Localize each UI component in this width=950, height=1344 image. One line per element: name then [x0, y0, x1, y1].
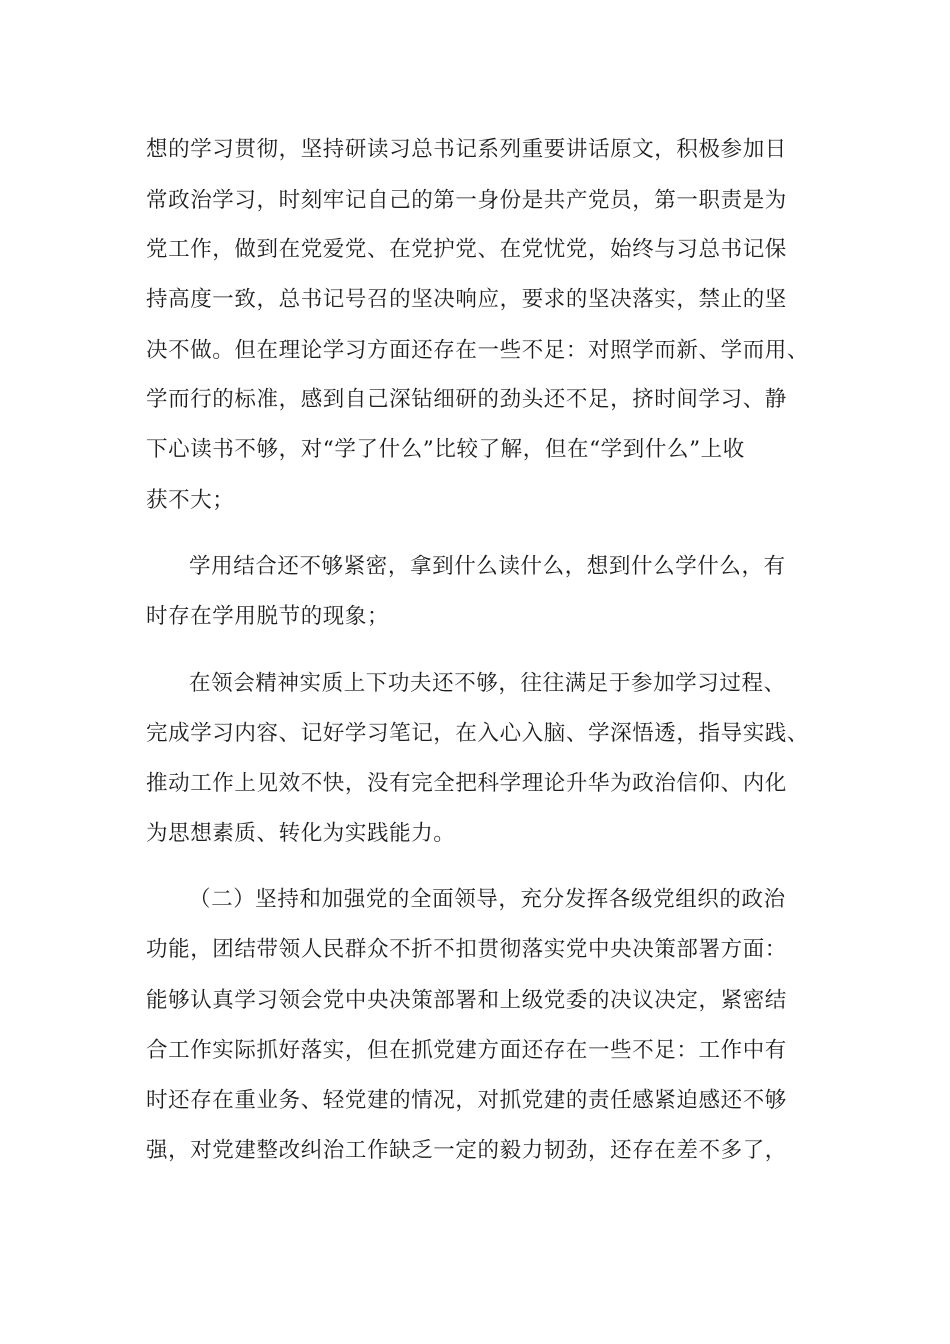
p4-line-1: （二）坚持和加强党的全面领导，充分发挥各级党组织的政治 — [189, 887, 786, 912]
p3-line-3: 推动工作上见效不快，没有完全把科学理论升华为政治信仰、内化 — [146, 771, 787, 796]
p1-line-1: 想的学习贯彻，坚持研读习总书记系列重要讲话原文，积极参加日 — [146, 137, 787, 162]
p4-line-3: 能够认真学习领会党中央决策部署和上级党委的决议决定，紧密结 — [146, 988, 787, 1013]
p1-line-5: 决不做。但在理论学习方面还存在一些不足：对照学而新、学而用、 — [146, 338, 810, 363]
p4-line-4: 合工作实际抓好落实，但在抓党建方面还存在一些不足：工作中有 — [146, 1038, 787, 1063]
p1-line-7: 下心读书不够，对“学了什么”比较了解，但在“学到什么”上收 — [146, 437, 745, 462]
p3-line-1: 在领会精神实质上下功夫还不够，往往满足于参加学习过程、 — [189, 671, 786, 696]
p1-line-3: 党工作，做到在党爱党、在党护党、在党忧党，始终与习总书记保 — [146, 237, 787, 262]
p4-line-2: 功能，团结带领人民群众不折不扣贯彻落实党中央决策部署方面： — [146, 937, 787, 962]
p3-line-4: 为思想素质、转化为实践能力。 — [146, 821, 456, 846]
p3-line-2: 完成学习内容、记好学习笔记，在入心入脑、学深悟透，指导实践、 — [146, 721, 810, 746]
p2-line-2: 时存在学用脱节的现象； — [146, 604, 390, 629]
p4-line-5: 时还存在重业务、轻党建的情况，对抓党建的责任感紧迫感还不够 — [146, 1088, 787, 1113]
p2-line-1: 学用结合还不够紧密，拿到什么读什么，想到什么学什么，有 — [189, 554, 786, 579]
p4-line-6: 强，对党建整改纠治工作缺乏一定的毅力韧劲，还存在差不多了， — [146, 1138, 787, 1163]
p1-line-8: 获不大； — [146, 488, 235, 513]
p1-line-2: 常政治学习，时刻牢记自己的第一身份是共产党员，第一职责是为 — [146, 188, 787, 213]
p1-line-4: 持高度一致，总书记号召的坚决响应，要求的坚决落实，禁止的坚 — [146, 287, 787, 312]
p1-line-6: 学而行的标准，感到自己深钻细研的劲头还不足，挤时间学习、静 — [146, 387, 787, 412]
